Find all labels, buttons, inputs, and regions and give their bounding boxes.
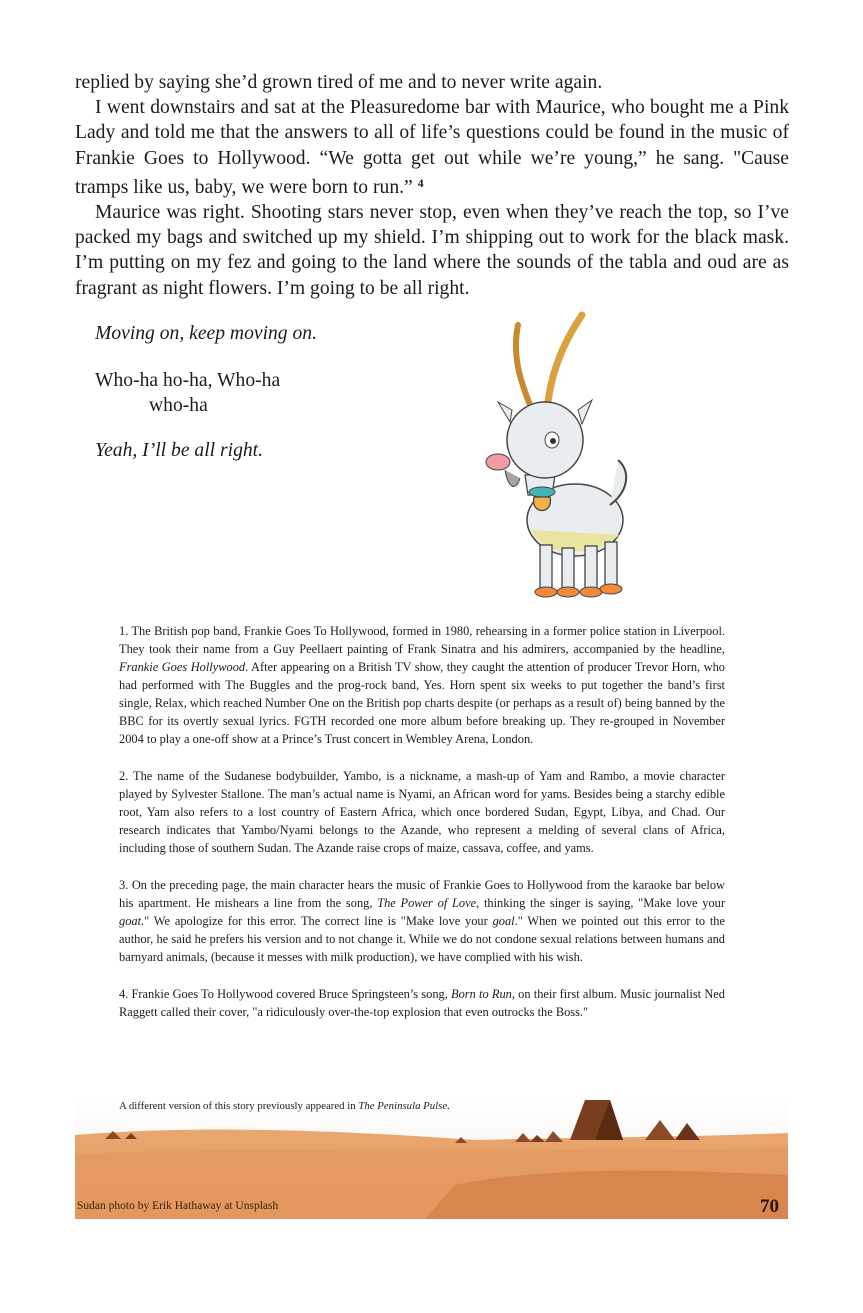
paragraph bbox=[75, 95, 789, 200]
footnote-text: 3. On the preceding page, the main character hears the music of Frankie Goes to Hollywood from the karaoke bar below his apartment. He mishears a line from the song, bbox=[119, 878, 725, 910]
footnote-text: 1. The British pop band, Frankie Goes To Hollywood, formed in 1980, rehearsing in a former police station in Liverpool. They took their name from a Guy Peellaert painting of Frank Sinatra and his admirers, accompanied by the headline, bbox=[119, 624, 725, 656]
lyric-line: Yeah, I’ll be all right. bbox=[95, 440, 264, 461]
photo-credit: Sudan photo by Erik Hathaway at Unsplash bbox=[77, 1200, 279, 1212]
footnote-ref: 4 bbox=[417, 175, 424, 190]
footnote-4 bbox=[119, 985, 725, 1021]
footnote-1 bbox=[119, 622, 725, 748]
lyric-line: who-ha bbox=[149, 395, 208, 416]
footnote-3 bbox=[119, 876, 725, 966]
note-text: A different version of this story previously appeared in bbox=[119, 1100, 359, 1112]
footnote-emphasis: goat bbox=[119, 914, 142, 928]
publication-name: The Peninsula Pulse bbox=[358, 1100, 448, 1112]
previous-publication-note bbox=[119, 1100, 450, 1112]
footnote-text: . After appearing on a British TV show, they caught the attention of producer Trevor Horn, who had performed with The Buggles and the prog-rock band, Yes. Horn spent six weeks to put together the band’s first single, Relax, which reached Number One on the British pop charts despite (or perhaps as a result of) being banned by the BBC for its overtly sexual lyrics. FGTH recorded one more album before breaking up. They re-grouped in November 2004 to play a one-off show at a Prince’s Trust concert in Wembley Arena, London. bbox=[119, 660, 725, 746]
note-text: . bbox=[447, 1100, 450, 1112]
footnote-emphasis: goal bbox=[492, 914, 515, 928]
footnote-text: , on their first album. Music journalist Ned Raggett called their cover, "a ridiculously over-the-top explosion that even outrocks the Boss." bbox=[119, 987, 725, 1019]
lyric-line: Who-ha ho-ha, Who-ha bbox=[95, 370, 281, 391]
lyric-line: Moving on, keep moving on. bbox=[95, 323, 317, 344]
paragraph-text: replied by saying she’d grown tired of me and to never write again. bbox=[75, 72, 603, 93]
paragraph-text: Maurice was right. Shooting stars never stop, even when they’ve reach the top, so I’ve packed my bags and switched up my shield. I’m shipping out to work for the black mask. I’m putting on my fez and going to the land where the sounds of the tabla and oud are as fragrant as night flowers. I’m going to be all right. bbox=[75, 202, 789, 299]
footnote-text: , thinking the singer is saying, "Make love your bbox=[476, 896, 725, 910]
paragraph-text: I went downstairs and sat at the Pleasuredome bar with Maurice, who bought me a Pink Lady and told me that the answers to all of life’s questions could be found in the music of Frankie Goes to Hollywood. “We gotta get out while we’re young,” he sang. "Cause tramps like us, baby, we were born to run.” bbox=[75, 97, 789, 198]
paragraph bbox=[75, 70, 789, 95]
footnote-text: 4. Frankie Goes To Hollywood covered Bruce Springsteen’s song, bbox=[119, 987, 452, 1001]
footnote-title: The Power of Love bbox=[377, 896, 477, 910]
footnote-2: 2. The name of the Sudanese bodybuilder, Yambo, is a nickname, a mash-up of Yam and Rambo, a movie character played by Sylvester Stallone. The man’s actual name is Nyami, an African word for yams. Besides being a starchy edible root, Yam also refers to a lost country of Eastern Africa, which once bordered Sudan, Egypt, Libya, and Chad. Our research indicates that Yambo/Nyami belongs to the Azande, who represent a melding of several clans of Africa, including those of southern Sudan. The Azande raise crops of maize, cassava, coffee, and yams. bbox=[119, 769, 725, 855]
footnotes bbox=[119, 622, 725, 1040]
footnote-title: Born to Run bbox=[451, 987, 512, 1001]
goat-illustration bbox=[470, 310, 640, 605]
footnote-text: ." When we pointed out this error to the author, he said he prefers his version and to not change it. While we do not condone sexual relations between humans and barnyard animals, (because it messes with milk production), we have complied with his wish. bbox=[119, 914, 726, 964]
page-number: 70 bbox=[760, 1196, 779, 1217]
story-body bbox=[75, 70, 789, 301]
footnote-title: Frankie Goes Hollywood bbox=[119, 660, 246, 674]
footnote-text: ." We apologize for this error. The correct line is "Make love your bbox=[141, 914, 493, 928]
paragraph bbox=[75, 200, 789, 301]
